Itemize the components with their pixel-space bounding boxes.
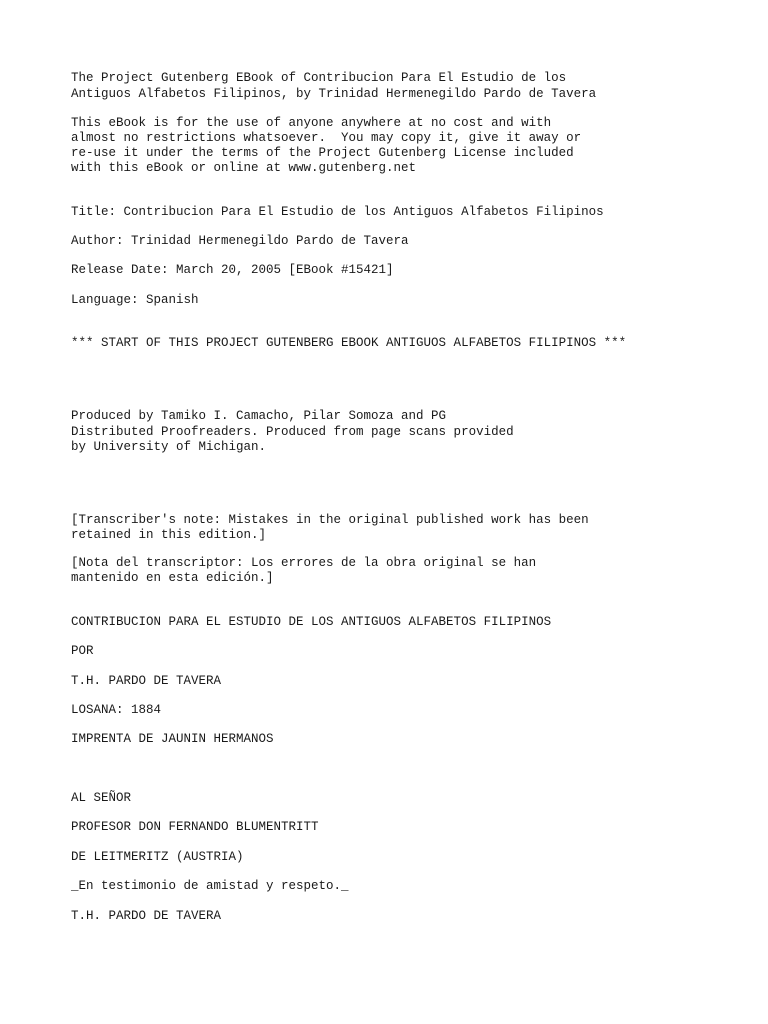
transcriber-note-es-line-2: mantenido en esta edición.] — [71, 571, 274, 585]
book-printer: IMPRENTA DE JAUNIN HERMANOS — [71, 732, 274, 746]
transcriber-note-en-line-2: retained in this edition.] — [71, 528, 267, 542]
meta-title: Title: Contribucion Para El Estudio de los Antiguos Alfabetos Filipinos — [71, 205, 604, 219]
meta-language: Language: Spanish — [71, 293, 199, 307]
book-author: T.H. PARDO DE TAVERA — [71, 674, 222, 688]
dedication-line-3: DE LEITMERITZ (AUSTRIA) — [71, 850, 244, 864]
dedication-line-1: AL SEÑOR — [71, 791, 132, 805]
header-line-1: The Project Gutenberg EBook of Contribucion Para El Estudio de los — [71, 71, 567, 85]
produced-by-line-1: Produced by Tamiko I. Camacho, Pilar Somoza and PG — [71, 409, 447, 423]
dedication-line-2: PROFESOR DON FERNANDO BLUMENTRITT — [71, 820, 319, 834]
meta-author: Author: Trinidad Hermenegildo Pardo de Tavera — [71, 234, 409, 248]
produced-by-line-2: Distributed Proofreaders. Produced from page scans provided — [71, 425, 514, 439]
dedication-line-4: _En testimonio de amistad y respeto._ — [71, 879, 349, 893]
produced-by-line-3: by University of Michigan. — [71, 440, 267, 454]
meta-release-date: Release Date: March 20, 2005 [EBook #15421] — [71, 263, 394, 277]
notice-line-1: This eBook is for the use of anyone anywhere at no cost and with — [71, 116, 552, 130]
dedication-signature: T.H. PARDO DE TAVERA — [71, 909, 222, 923]
notice-line-3: re-use it under the terms of the Project Gutenberg License included — [71, 146, 574, 160]
book-place-year: LOSANA: 1884 — [71, 703, 162, 717]
notice-line-4: with this eBook or online at www.gutenberg.net — [71, 161, 417, 175]
header-line-2: Antiguos Alfabetos Filipinos, by Trinidad Hermenegildo Pardo de Tavera — [71, 87, 597, 101]
transcriber-note-en-line-1: [Transcriber's note: Mistakes in the original published work has been — [71, 513, 589, 527]
book-por: POR — [71, 644, 94, 658]
book-title: CONTRIBUCION PARA EL ESTUDIO DE LOS ANTIGUOS ALFABETOS FILIPINOS — [71, 615, 552, 629]
transcriber-note-es-line-1: [Nota del transcriptor: Los errores de la obra original se han — [71, 556, 537, 570]
notice-line-2: almost no restrictions whatsoever. You may copy it, give it away or — [71, 131, 582, 145]
start-marker: *** START OF THIS PROJECT GUTENBERG EBOOK ANTIGUOS ALFABETOS FILIPINOS *** — [71, 336, 627, 350]
